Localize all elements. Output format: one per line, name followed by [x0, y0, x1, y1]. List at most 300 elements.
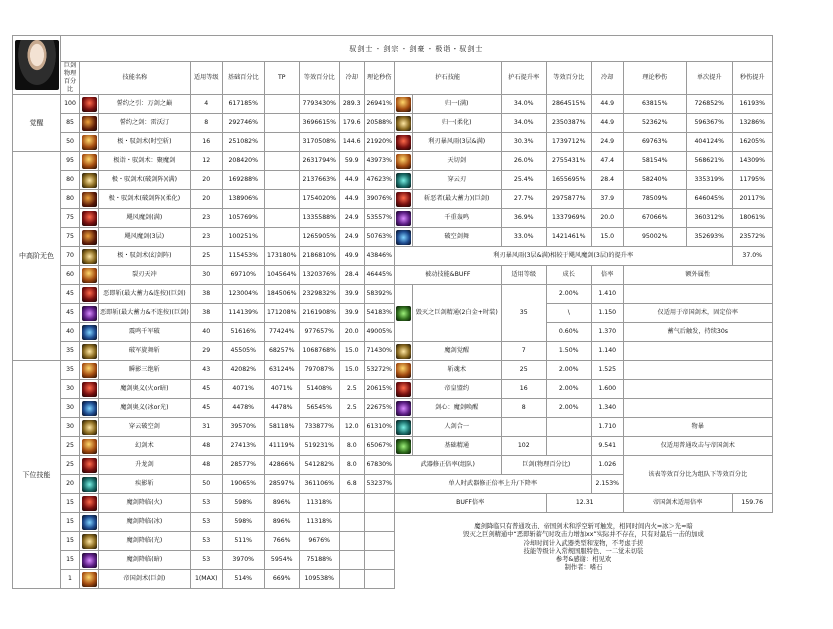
passive-growth: 2.00% [546, 361, 591, 380]
passive-skill-name: 单人时武器修正倍率上升/下降率 [394, 475, 591, 494]
skill-icon [82, 344, 97, 359]
notes-block [394, 513, 772, 589]
skill-tp-percent: 171208% [264, 304, 299, 323]
table-row [13, 513, 773, 532]
skill-name: 升龙剑 [99, 456, 191, 475]
skill-icon-cell [80, 133, 99, 152]
skill-tp-percent: 184506% [264, 285, 299, 304]
header-cd: 冷却 [339, 62, 364, 95]
skill-icon-cell [80, 228, 99, 247]
passive-skill-name: 帝皇盟约 [412, 380, 501, 399]
skill-tp-percent [264, 133, 299, 152]
header-pct: 巨剑 物理百分比 [61, 62, 80, 95]
skill-theoretical-dps [364, 494, 394, 513]
skill-name: 幻剑术 [99, 437, 191, 456]
skill-icon [82, 382, 97, 397]
skill-physical-percent: 25 [61, 456, 80, 475]
skill-name: 疾影斩 [99, 475, 191, 494]
skill-theoretical-dps: 53237% [364, 475, 394, 494]
skill-equivalent-percent: 2161908% [299, 304, 339, 323]
rune-single-gain: 352693% [686, 228, 732, 247]
skill-cooldown: 8.0 [339, 456, 364, 475]
skill-name: 誓约之剑：雷沃汀 [99, 114, 191, 133]
skill-tp-percent: 669% [264, 570, 299, 589]
note-line: 毁灭之巨剑精通中“恶即斩蓄气时攻击力增加xx”实际并不存在，只有对最后一击的加成 [463, 531, 704, 539]
skill-theoretical-dps: 22675% [364, 399, 394, 418]
rune-equivalent-percent: 1421461% [546, 228, 591, 247]
skill-tp-percent: 766% [264, 532, 299, 551]
skill-equivalent-percent: 2329832% [299, 285, 339, 304]
rune-icon [396, 173, 411, 188]
rune-icon-cell [394, 171, 412, 190]
header-eq: 等效百分比 [299, 62, 339, 95]
skill-equivalent-percent: 519231% [299, 437, 339, 456]
skill-icon [82, 439, 97, 454]
rune-cooldown: 47.4 [591, 152, 623, 171]
rune-cooldown: 20.0 [591, 209, 623, 228]
passive-skill-name: 毁灭之巨剑精通(2白金+时装) [412, 285, 501, 342]
skill-equivalent-percent: 109538% [299, 570, 339, 589]
rune-equivalent-percent: 2864515% [546, 95, 591, 114]
skill-icon [82, 116, 97, 131]
skill-icon-cell [80, 456, 99, 475]
header-name: 技能名称 [80, 62, 191, 95]
skill-equivalent-percent: 3170508% [299, 133, 339, 152]
skill-icon [82, 515, 97, 530]
passive-level: 巨剑(物理百分比) [501, 456, 591, 475]
skill-base-percent: 617185% [222, 95, 264, 114]
skill-physical-percent: 20 [61, 475, 80, 494]
skill-icon [82, 534, 97, 549]
skill-equivalent-percent: 2137663% [299, 171, 339, 190]
skill-icon [82, 249, 97, 264]
passive-level: 16 [501, 380, 546, 399]
skill-icon-cell [80, 418, 99, 437]
skill-theoretical-dps: 58392% [364, 285, 394, 304]
passive-growth: 2.00% [546, 380, 591, 399]
skill-icon-cell [80, 323, 99, 342]
skill-name: 魔剑降临(光) [99, 532, 191, 551]
table-row [13, 266, 773, 285]
skill-icon-cell [80, 285, 99, 304]
skill-equivalent-percent: 11318% [299, 513, 339, 532]
table-row [13, 399, 773, 418]
table-row [13, 247, 773, 266]
skill-equivalent-percent: 7793430% [299, 95, 339, 114]
skill-icon [82, 287, 97, 302]
note-line: 制作者：嗜石 [564, 564, 603, 572]
skill-name: 飓风魔剑(满) [99, 209, 191, 228]
skill-icon-cell [80, 304, 99, 323]
rune-boost-rate: 30.3% [501, 133, 546, 152]
rune-comparison-label: 利刃暴风雨(3层&满)相较于飓风魔剑(3层)的提升率 [394, 247, 732, 266]
character-portrait [15, 40, 59, 90]
passive-skill-name: 剑心：魔剑唤醒 [412, 399, 501, 418]
skill-icon [82, 401, 97, 416]
rune-dps-gain: 14309% [732, 152, 772, 171]
imperial-multiplier-label: 帝国剑术适用倍率 [623, 494, 732, 513]
rune-single-gain: 596367% [686, 114, 732, 133]
passive-skill-name: 魔剑觉醒 [412, 342, 501, 361]
skill-icon-cell [80, 190, 99, 209]
skill-cooldown: 12.0 [339, 418, 364, 437]
skill-base-percent: 42082% [222, 361, 264, 380]
skill-tp-percent [264, 209, 299, 228]
skill-cooldown: 289.3 [339, 95, 364, 114]
skill-table [12, 35, 773, 589]
skill-physical-percent: 75 [61, 228, 80, 247]
skill-tp-percent: 28597% [264, 475, 299, 494]
skill-equivalent-percent: 3696615% [299, 114, 339, 133]
rune-icon-cell [394, 209, 412, 228]
skill-tp-percent [264, 114, 299, 133]
passive-extra [623, 399, 772, 418]
passive-skill-name: 基础精通 [412, 437, 501, 456]
skill-cooldown: 44.9 [339, 171, 364, 190]
skill-cooldown [339, 494, 364, 513]
skill-tp-percent: 896% [264, 494, 299, 513]
skill-equivalent-percent: 977657% [299, 323, 339, 342]
skill-level: 20 [190, 190, 222, 209]
skill-level: 38 [190, 285, 222, 304]
skill-name: 魔剑降临(冰) [99, 513, 191, 532]
skill-physical-percent: 70 [61, 247, 80, 266]
passive-icon-cell [394, 361, 412, 380]
skill-physical-percent: 50 [61, 133, 80, 152]
skill-name: 极诣・驭剑术：聚魔剑 [99, 152, 191, 171]
rune-skill-name: 斩恶者(最大蓄力)(巨剑) [412, 190, 501, 209]
skill-name: 破军旋舞斩 [99, 342, 191, 361]
skill-level: 53 [190, 513, 222, 532]
skill-level: 8 [190, 114, 222, 133]
header-passive-mult: 倍率 [591, 266, 623, 285]
rune-cooldown: 28.4 [591, 171, 623, 190]
rune-single-gain: 335319% [686, 171, 732, 190]
skill-icon [82, 420, 97, 435]
skill-equivalent-percent: 51408% [299, 380, 339, 399]
rune-single-gain: 404124% [686, 133, 732, 152]
skill-tp-percent [264, 95, 299, 114]
skill-physical-percent: 35 [61, 361, 80, 380]
rune-dps-gain: 16205% [732, 133, 772, 152]
skill-name: 极・驭剑术(幻剑阵) [99, 247, 191, 266]
rune-boost-rate: 34.0% [501, 95, 546, 114]
rune-boost-rate: 33.0% [501, 228, 546, 247]
skill-theoretical-dps: 67830% [364, 456, 394, 475]
skill-icon [82, 230, 97, 245]
skill-physical-percent: 15 [61, 551, 80, 570]
rune-equivalent-percent: 2975877% [546, 190, 591, 209]
skill-theoretical-dps: 54183% [364, 304, 394, 323]
skill-cooldown: 8.0 [339, 437, 364, 456]
skill-level: 53 [190, 494, 222, 513]
skill-base-percent: 100251% [222, 228, 264, 247]
skill-physical-percent: 30 [61, 399, 80, 418]
skill-level: 38 [190, 304, 222, 323]
skill-equivalent-percent: 1320376% [299, 266, 339, 285]
table-row [13, 380, 773, 399]
table-row [13, 133, 773, 152]
rune-cooldown: 15.0 [591, 228, 623, 247]
skill-level: 45 [190, 399, 222, 418]
rune-skill-name: 归一(满) [412, 95, 501, 114]
buff-multiplier-label: BUFF倍率 [394, 494, 546, 513]
skill-base-percent: 511% [222, 532, 264, 551]
passive-icon-cell [394, 380, 412, 399]
skill-icon-cell [80, 152, 99, 171]
rune-icon [396, 211, 411, 226]
skill-icon [82, 496, 97, 511]
skill-physical-percent: 80 [61, 171, 80, 190]
skill-icon-cell [80, 532, 99, 551]
rune-boost-rate: 25.4% [501, 171, 546, 190]
passive-mult: 1.370 [591, 323, 623, 342]
skill-level: 23 [190, 228, 222, 247]
rune-icon [396, 97, 411, 112]
skill-cooldown: 179.6 [339, 114, 364, 133]
passive-skill-name: 武器修正倍率(组队) [394, 456, 501, 475]
header-passive-extra: 额外属性 [623, 266, 772, 285]
skill-tp-percent [264, 190, 299, 209]
skill-theoretical-dps [364, 513, 394, 532]
header-rune-eq: 等效百分比 [546, 62, 591, 95]
skill-physical-percent: 15 [61, 532, 80, 551]
skill-tp-percent: 77424% [264, 323, 299, 342]
passive-icon [396, 363, 411, 378]
skill-equivalent-percent: 1265905% [299, 228, 339, 247]
skill-equivalent-percent: 797087% [299, 361, 339, 380]
passive-icon [396, 420, 411, 435]
header-rune-rate: 护石提升率 [501, 62, 546, 95]
skill-base-percent: 105769% [222, 209, 264, 228]
passive-icon [396, 306, 411, 321]
skill-icon-cell [80, 437, 99, 456]
skill-base-percent: 3970% [222, 551, 264, 570]
skill-level: 48 [190, 437, 222, 456]
skill-theoretical-dps: 47623% [364, 171, 394, 190]
rune-skill-name: 归一(柔化) [412, 114, 501, 133]
rune-skill-name: 千重轰鸣 [412, 209, 501, 228]
skill-icon-cell [80, 361, 99, 380]
section-low-tier: 下位技能 [13, 361, 61, 589]
skill-level: 29 [190, 342, 222, 361]
skill-icon-cell [80, 171, 99, 190]
skill-icon [82, 325, 97, 340]
skill-cooldown: 39.9 [339, 285, 364, 304]
skill-physical-percent: 30 [61, 380, 80, 399]
skill-level: 40 [190, 323, 222, 342]
rune-dps-gain: 20117% [732, 190, 772, 209]
rune-icon-cell [394, 190, 412, 209]
skill-icon [82, 458, 97, 473]
skill-base-percent: 4071% [222, 380, 264, 399]
skill-icon [82, 363, 97, 378]
skill-theoretical-dps: 43973% [364, 152, 394, 171]
table-row [13, 437, 773, 456]
skill-theoretical-dps: 53272% [364, 361, 394, 380]
rune-theoretical-dps: 63815% [623, 95, 686, 114]
skill-physical-percent: 85 [61, 114, 80, 133]
skill-base-percent: 69710% [222, 266, 264, 285]
skill-equivalent-percent: 733877% [299, 418, 339, 437]
passive-icon [396, 382, 411, 397]
skill-theoretical-dps: 43846% [364, 247, 394, 266]
passive-level: 25 [501, 361, 546, 380]
skill-tp-percent [264, 228, 299, 247]
skill-physical-percent: 45 [61, 304, 80, 323]
rune-cooldown: 37.9 [591, 190, 623, 209]
passive-mult: 1.026 [591, 456, 623, 475]
skill-icon [82, 268, 97, 283]
skill-equivalent-percent: 75188% [299, 551, 339, 570]
skill-icon [82, 572, 97, 587]
header-dps: 理论秒伤 [364, 62, 394, 95]
rune-dps-gain: 13286% [732, 114, 772, 133]
skill-name: 极・驭剑术(时空斩) [99, 133, 191, 152]
rune-icon-cell [394, 228, 412, 247]
header-passive-level: 适用等级 [501, 266, 546, 285]
table-row [13, 285, 773, 304]
table-row [13, 494, 773, 513]
skill-tp-percent: 896% [264, 513, 299, 532]
skill-theoretical-dps: 26941% [364, 95, 394, 114]
rune-icon-cell [394, 133, 412, 152]
header-rune-skill: 护石技能 [394, 62, 501, 95]
rune-theoretical-dps: 78509% [623, 190, 686, 209]
skill-theoretical-dps [364, 570, 394, 589]
passive-mult: 1.710 [591, 418, 623, 437]
table-row [13, 228, 773, 247]
table-row [13, 209, 773, 228]
rune-icon-cell [394, 95, 412, 114]
skill-level: 1(MAX) [190, 570, 222, 589]
skill-base-percent: 114139% [222, 304, 264, 323]
rune-equivalent-percent: 1655695% [546, 171, 591, 190]
skill-base-percent: 514% [222, 570, 264, 589]
skill-level: 48 [190, 456, 222, 475]
skill-cooldown [339, 513, 364, 532]
passive-level: 7 [501, 342, 546, 361]
skill-tp-percent [264, 171, 299, 190]
skill-name: 飓风魔剑(3层) [99, 228, 191, 247]
skill-level: 16 [190, 133, 222, 152]
skill-physical-percent: 30 [61, 418, 80, 437]
character-portrait-cell [13, 36, 61, 95]
rune-icon-cell [394, 152, 412, 171]
skill-theoretical-dps: 65067% [364, 437, 394, 456]
passive-mult: 1.600 [591, 380, 623, 399]
skill-theoretical-dps: 21920% [364, 133, 394, 152]
skill-name: 魔剑降临(暗) [99, 551, 191, 570]
skill-equivalent-percent: 2186810% [299, 247, 339, 266]
skill-icon [82, 154, 97, 169]
skill-tp-percent: 63124% [264, 361, 299, 380]
passive-mult: 1.150 [591, 304, 623, 323]
passive-growth [546, 418, 591, 437]
skill-tp-percent: 4478% [264, 399, 299, 418]
rune-equivalent-percent: 2350387% [546, 114, 591, 133]
skill-icon-cell [80, 513, 99, 532]
skill-physical-percent: 45 [61, 285, 80, 304]
skill-base-percent: 27413% [222, 437, 264, 456]
skill-level: 4 [190, 95, 222, 114]
section-mid-tier: 中高阶无色 [13, 152, 61, 361]
skill-equivalent-percent: 361106% [299, 475, 339, 494]
skill-damage-sheet [12, 35, 773, 589]
header-tp: TP [264, 62, 299, 95]
passive-icon-cell [394, 437, 412, 456]
passive-mult: 1.410 [591, 285, 623, 304]
table-row [13, 456, 773, 475]
skill-physical-percent: 40 [61, 323, 80, 342]
note-line: 冷却时间计入武器类型和宠物，不考虑手搓 [523, 539, 644, 547]
passive-growth: \ [546, 304, 591, 323]
skill-physical-percent: 15 [61, 513, 80, 532]
skill-base-percent: 292746% [222, 114, 264, 133]
table-row [13, 95, 773, 114]
note-line: 魔剑降临只有普通攻击、帝国剑术和浮空斩可触发，相同时间内火≈冰＞光≈暗 [474, 523, 693, 530]
skill-equivalent-percent: 1068768% [299, 342, 339, 361]
table-row [13, 323, 773, 342]
skill-physical-percent: 75 [61, 209, 80, 228]
skill-equivalent-percent: 2631794% [299, 152, 339, 171]
skill-name: 瞬影三绝斩 [99, 361, 191, 380]
skill-equivalent-percent: 1335588% [299, 209, 339, 228]
skill-cooldown: 20.0 [339, 323, 364, 342]
skill-cooldown: 144.6 [339, 133, 364, 152]
header-passive-growth: 成长 [546, 266, 591, 285]
skill-name: 裂刃天冲 [99, 266, 191, 285]
rune-dps-gain: 18061% [732, 209, 772, 228]
rune-single-gain: 360312% [686, 209, 732, 228]
skill-physical-percent: 100 [61, 95, 80, 114]
passive-mult: 1.340 [591, 399, 623, 418]
skill-icon-cell [80, 114, 99, 133]
skill-level: 53 [190, 532, 222, 551]
passive-extra: 仅适用于帝国剑术，固定倍率 [623, 304, 772, 323]
header-lv: 适用等级 [190, 62, 222, 95]
rune-skill-name: 天切剑 [412, 152, 501, 171]
skill-base-percent: 51616% [222, 323, 264, 342]
skill-theoretical-dps [364, 551, 394, 570]
skill-tp-percent: 5954% [264, 551, 299, 570]
rune-skill-name: 穿云刃 [412, 171, 501, 190]
rune-theoretical-dps: 67066% [623, 209, 686, 228]
rune-equivalent-percent: 1739712% [546, 133, 591, 152]
skill-physical-percent: 15 [61, 494, 80, 513]
rune-theoretical-dps: 69763% [623, 133, 686, 152]
skill-level: 50 [190, 475, 222, 494]
skill-name: 恶即斩(最大蓄力&不连按)(巨剑) [99, 304, 191, 323]
skill-theoretical-dps [364, 532, 394, 551]
table-row [13, 418, 773, 437]
skill-cooldown: 2.5 [339, 380, 364, 399]
skill-icon-cell [80, 247, 99, 266]
skill-level: 31 [190, 418, 222, 437]
skill-level: 30 [190, 266, 222, 285]
passive-mult: 1.525 [591, 361, 623, 380]
skill-name: 魔剑降临(火) [99, 494, 191, 513]
skill-cooldown: 6.8 [339, 475, 364, 494]
rune-single-gain: 646045% [686, 190, 732, 209]
skill-base-percent: 169288% [222, 171, 264, 190]
rune-icon [396, 230, 411, 245]
table-row [13, 361, 773, 380]
passive-icon [396, 439, 411, 454]
passive-icon-cell [394, 399, 412, 418]
skill-cooldown: 28.4 [339, 266, 364, 285]
imperial-multiplier-value: 159.76 [732, 494, 772, 513]
